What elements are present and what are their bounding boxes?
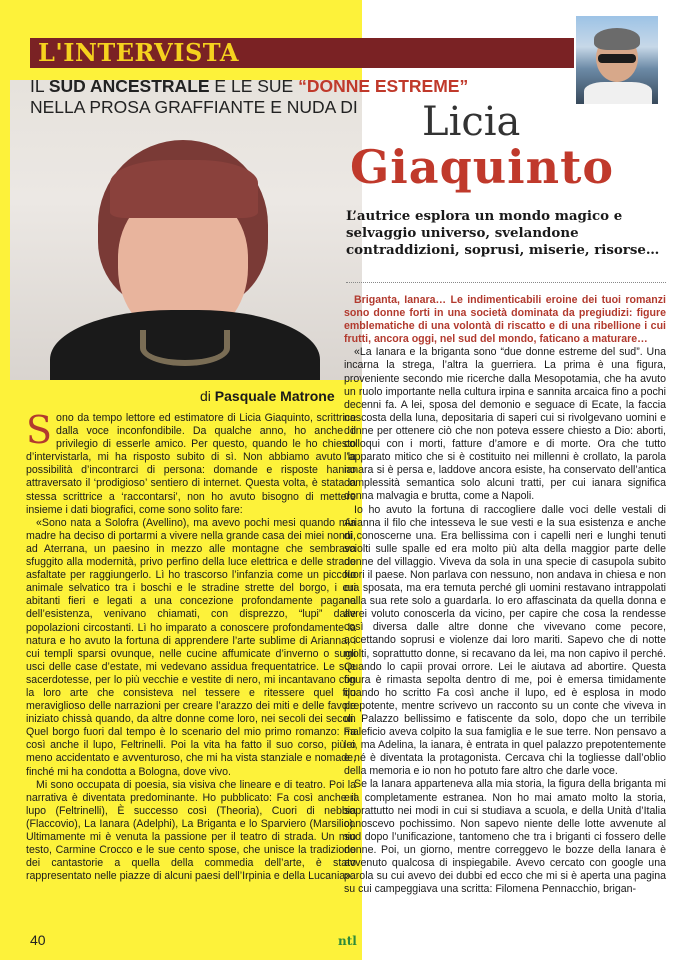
headline-text: E LE SUE (209, 76, 299, 96)
interview-question: Briganta, Ianara… Le indimenticabili eroine dei tuoi romanzi sono donne forti in una società dominata da pregiudizi: figure emblematiche di una volontà di riscatto e di una ribellione i cui frutti, ancora oggi, nel sud del mondo, faticano a maturare… (344, 294, 666, 346)
headline-line-1 (30, 76, 590, 97)
subtitle-divider (346, 282, 666, 283)
paragraph: Mi sono occupata di poesia, sia visiva che lineare e di teatro. Poi la narrativa è diventata predominante. Ho pubblicato: Fa così anche il lupo (Feltrinelli), È successo così (Theoria), Cuori di nebbia (Flaccovio), La Ianara (Adelphi), La Briganta e lo Sparviero (Marsilio). Ultimamente mi è venuta la passione per il teatro di strada. Un mio testo, Carmine Crocco e le sue cento spose, che unisce la tradizione dei cantastorie a quella della commedia dell’arte, è stato rappresentato nelle piazze di alcuni paesi dell’Irpinia e della Lucania». (26, 778, 356, 883)
portrait-necklace (140, 330, 230, 366)
byline-author: Pasquale Matrone (214, 388, 335, 404)
article-subtitle: L’autrice esplora un mondo magico e selvaggio universo, svelandone contraddizioni, soprusi, miserie, risorse… (346, 208, 660, 258)
paragraph: «La Ianara e la briganta sono “due donne estreme del sud”. Una incarna la strega, l’altra la guerriera. La prima è una figura, proveniente secondo mie ricerche dalla Mesopotamia, che ha avuto un ruolo importante nella cultura irpina e sannita arcaica fino a pochi decenni fa. A lei, sposa del demonio e seguace di Ecate, la faccia nascosta della luna, depositaria di saperi cui si rivolgevano uomini e donne per ottenere ciò che non poteva essere chiesto a Dio: aborti, colloqui con i morti, fatture d’amore e di morte. Ora che tutto l’apparato mitico che si è costituito nei millenni è crollato, la parola ianara si è persa e, laddove ancora esiste, ha conservato dell’antica complessità semantica solo alcuni tratti, per cui ianara significa donna malvagia e brutta, come a Napoli. (344, 346, 666, 503)
right-text-column (344, 294, 666, 896)
photo-hair (594, 28, 640, 50)
author-first-name: Licia (422, 99, 521, 145)
portrait-fringe (110, 160, 258, 218)
author-last-name: Giaquinto (350, 140, 615, 194)
author-portrait-image (10, 80, 362, 380)
drop-cap: S (26, 408, 53, 452)
paragraph: «Sono nata a Solofra (Avellino), ma avevo pochi mesi quando mia madre ha deciso di portarmi a vivere nella grande casa dei miei nonni, ad Aterrana, un paesino in mezzo alle montagne che sembrava sfuggito alla modernità, privo perfino della luce elettrica e delle strade asfaltate per raggiungerlo. Lì ho trascorso l’infanzia come un piccolo animale selvatico tra i boschi e le stradine strette del borgo, i cui abitanti fieri e legati a una concezione profondamente pagana dell’esistenza, venivano chiamati, con disprezzo, “lupi” dalle popolazioni circostanti. Lì ho imparato a conoscere profondamente la natura e ho avuto la fortuna di apprendere l’arte sublime di Arianna, i cui templi sparsi ovunque, nelle cucine affumicate d’inverno o sugli usci delle case d’estate, mi vedevano assidua frequentatrice. Le sue sacerdotesse, per lo più vecchie e vestite di nero, mi incantavano con la loro arte che consisteva nel tessere e ritessere quel filo meraviglioso delle narrazioni per creare l’arazzo dei miti e delle favole iniziato chissà quando, da altre donne come loro, nei secoli dei secoli. Quel borgo fuori dal tempo è lo scenario del mio primo romanzo: Fa così anche il lupo, Feltrinelli. Poi la vita ha fatto il suo corso, più o meno accidentato e avventuroso, che mi ha vista stanziale e nomade, finché mi ha condotta a Bologna, dove vivo. (26, 516, 356, 778)
photo-shirt (584, 82, 652, 104)
byline (200, 388, 335, 404)
headline-line-2: NELLA PROSA GRAFFIANTE E NUDA DI (30, 97, 358, 117)
paragraph: Io ho avuto la fortuna di raccogliere dalle voci delle vestali di Arianna il filo che intesseva le sue vesti e la sua esistenza e anche di conoscerne una. Era bellissima con i capelli neri e lunghi tenuti sciolti sulle spalle ed era molto più alta della maggior parte delle donne del villaggio. Viveva da sola in una specie di casupola subito fuori il paese. Non parlava con nessuno, non andava in chiesa e non era sposata, ma era temuta perché gli uomini restavano intrappolati nella sua rete solo a guardarla. Io ero affascinata da quella donna e avrei voluto conoscerla da vicino, per capire che cosa la rendesse così diversa dalle altre donne che vivevano come pecore, accettando soprusi e violenze dai loro mariti. Sapevo che di notte molti, soprattutto donne, si recavano da lei, ma non capivo il perché. Quando lo capii provai orrore. Lei le aiutava ad abortire. Questa figura è rimasta sepolta dentro di me, poi è emersa timidamente quando ho scritto Fa così anche il lupo, ed è esplosa in modo prepotente, mentre scrivevo un racconto su un conte che viveva in un Palazzo bellissimo e fatiscente da solo, dopo che un terribile maleficio aveva colpito la sua famiglia e le sue terre. Non pensavo a lei, ma Adelina, la ianara, è entrata in quel palazzo prepotentemente e né è diventata la protagonista. Cercava chi la togliesse dall’oblio della memoria e io non ho potuto fare altro che darle voce. (344, 503, 666, 778)
page-number: 40 (30, 932, 46, 948)
headline-bold-text: SUD ANCESTRALE (48, 76, 210, 96)
section-tag: L'INTERVISTA (30, 38, 574, 68)
photo-glasses (598, 54, 636, 63)
magazine-logo: ntl (338, 934, 357, 948)
paragraph (26, 408, 356, 517)
byline-prefix: di (200, 388, 215, 404)
paragraph: Se la Ianara apparteneva alla mia storia, la figura della briganta mi era completamente estranea. Non ho mai amato molto la storia, soprattutto nei modi in cui si studiava a scuola, e della Unità d’Italia conoscevo pochissimo. Non sapevo niente delle lotte avvenute al sud dopo l’unificazione, tantomeno che tra i briganti ci fossero delle donne. Poi, un giorno, mentre correggevo le bozze della Ianara è avvenuto qualcosa di inspiegabile. Avevo cercato con google una parola su cui avevo dei dubbi ed ecco che mi si è aperta una pagina su cui campeggiava una scritta: Filomena Pennacchio, brigan- (344, 778, 666, 896)
headline-red-text: “DONNE ESTREME” (298, 76, 469, 96)
paragraph-text: ono da tempo lettore ed estimatore di Licia Giaquinto, scrittrice dalla voce inconfondibile. Da qualche anno, ho anche il privilegio di esserle amico. Per questo, quando le ho chiesto d’intervistarla, mi ha risposto subito di sì. Non abbiamo avuto la possibilità d’incontrarci di persona: domande e risposte hanno attraversato il ‘prodigioso’ sentiero di internet. Questa volta, è stata la stessa scrittrice a ‘raccontarsi’, non ho avuto bisogno di mettere insieme i dati biografici, come sono solito fare: (26, 412, 356, 516)
headline-text: IL (30, 76, 49, 96)
left-text-column (26, 408, 356, 883)
